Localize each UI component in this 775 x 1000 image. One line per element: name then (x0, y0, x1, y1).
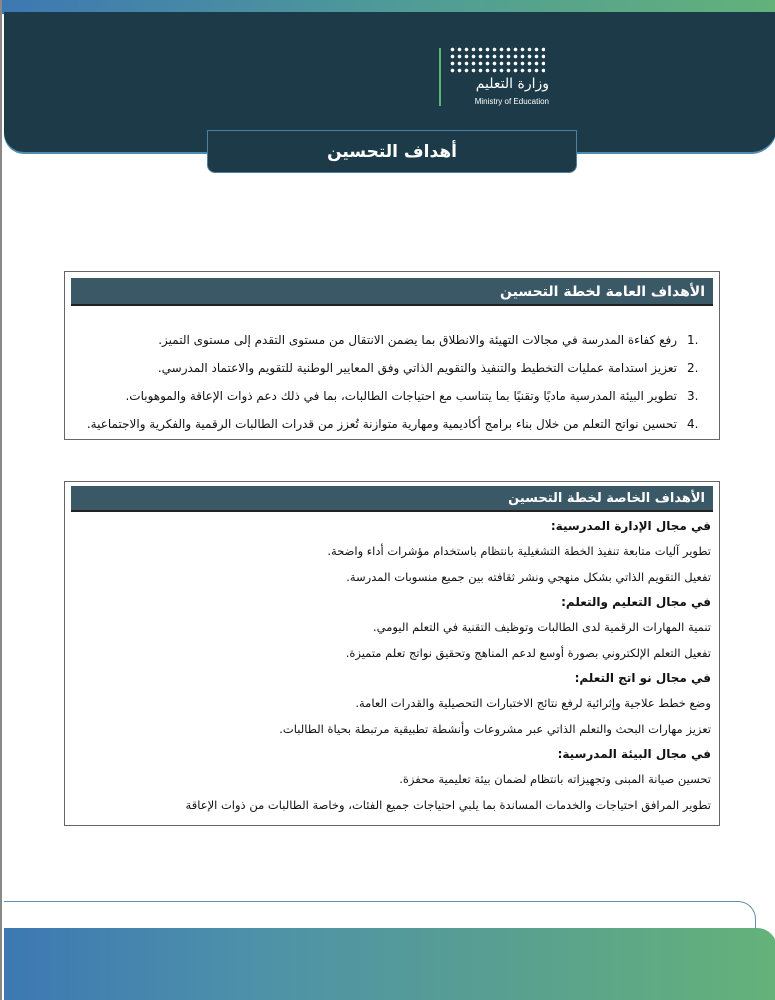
logo-english-text: Ministry of Education (474, 97, 549, 106)
general-goals-list (65, 306, 719, 438)
item-number: 3. (687, 389, 699, 403)
goal-text: تطوير المرافق احتياجات والخدمات المساندة بما يلبي احتياجات جميع الفئات، وخاصة الطالبات من ذوات الإعاقة (185, 797, 711, 812)
specific-goals-content (65, 512, 719, 818)
section-heading: في مجال البيئة المدرسية: (557, 747, 711, 761)
footer-divider-line (4, 901, 756, 929)
list-item (65, 410, 701, 438)
item-number: 4. (687, 417, 699, 431)
goal-text: تنمية المهارات الرقمية لدى الطالبات وتوظيف التقنية في التعلم اليومي. (373, 620, 711, 634)
general-goals-title: الأهداف العامة لخطة التحسين (71, 278, 713, 306)
item-text: رفع كفاءة المدرسة في مجالات التهيئة والانطلاق بما يضمن الانتقال من مستوى التقدم إلى مستوى التميز. (158, 333, 677, 347)
item-text: تحسين نواتج التعلم من خلال بناء برامج أكاديمية ومهارية متوازنة تُعزز من قدرات الطالبات الرقمية والفكرية والاجتماعية. (86, 417, 677, 431)
item-text: تطوير البيئة المدرسية ماديًا وتقنيًا بما يتناسب مع احتياجات الطالبات، بما في ذلك دعم ذوات الإعاقة والموهوبات. (125, 389, 677, 403)
list-item (65, 382, 701, 410)
item-number: 1. (687, 333, 699, 347)
logo-dots-icon (449, 46, 545, 74)
logo-divider (439, 48, 441, 106)
section-heading: في مجال الإدارة المدرسية: (550, 519, 711, 533)
goal-text: تفعيل التقويم الذاتي بشكل منهجي ونشر ثقافته بين جميع منسوبات المدرسة. (346, 569, 711, 584)
goal-text: تحسين صيانة المبنى وتجهيزاته بانتظام لضمان بيئة تعليمية محفزة. (399, 772, 711, 786)
goal-text: وضع خطط علاجية وإثرائية لرفع نتائج الاختبارات التحصيلية والقدرات العامة. (355, 696, 711, 710)
footer-gradient-band (4, 928, 775, 1000)
goal-text: تفعيل التعلم الإلكتروني بصورة أوسع لدعم المناهج وتحقيق نواتج تعلم متميزة. (345, 645, 711, 660)
page-title: أهداف التحسين (207, 130, 577, 173)
logo-arabic-text: وزارة التعليم (475, 76, 549, 92)
general-goals-box (64, 271, 720, 440)
item-number: 2. (687, 361, 699, 375)
item-text: تعزيز استدامة عمليات التخطيط والتنفيذ والتقويم الذاتي وفق المعايير الوطنية للتقويم والاعتماد المدرسي. (157, 361, 677, 375)
specific-goals-title: الأهداف الخاصة لخطة التحسين (71, 486, 713, 512)
section-heading: في مجال التعليم والتعلم: (561, 595, 711, 609)
list-item (65, 354, 701, 382)
list-item (65, 326, 701, 354)
section-heading: في مجال نو اتج التعلم: (574, 671, 711, 685)
specific-goals-box (64, 481, 720, 826)
goal-text: تعزيز مهارات البحث والتعلم الذاتي عبر مشروعات وأنشطة تطبيقية مرتبطة بحياة الطالبات. (279, 721, 711, 736)
goal-text: تطوير آليات متابعة تنفيذ الخطة التشغيلية بانتظام باستخدام مؤشرات أداء واضحة. (327, 544, 711, 558)
ministry-logo (439, 46, 549, 112)
